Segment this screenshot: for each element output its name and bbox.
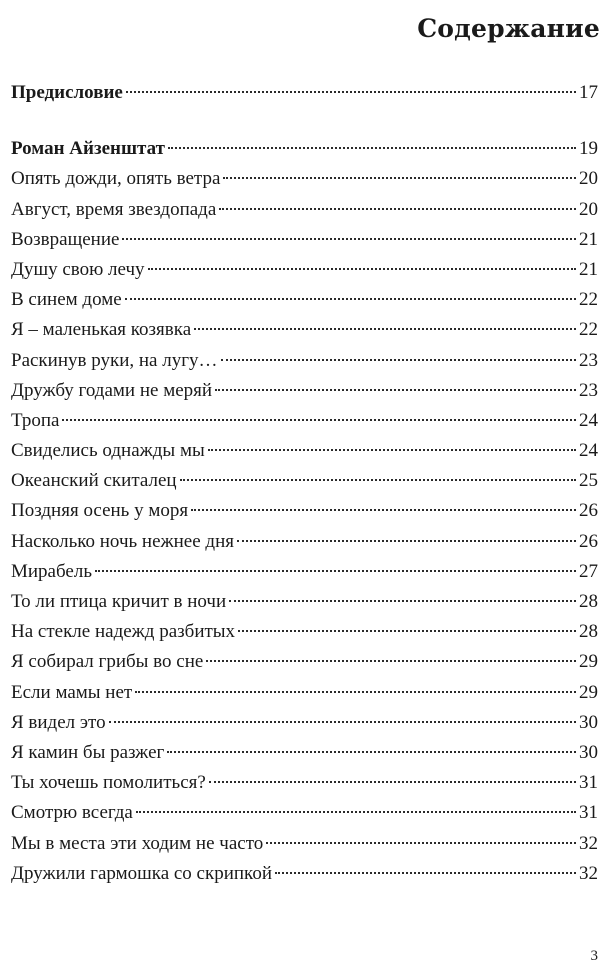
toc-entry-title: В синем доме (11, 289, 122, 311)
dot-leader (126, 91, 576, 93)
dot-leader (194, 328, 576, 330)
toc-entry (11, 738, 598, 768)
toc-entry-page: 24 (579, 440, 598, 462)
dot-leader (168, 147, 576, 149)
toc-entry (11, 195, 598, 225)
dot-leader (95, 570, 576, 572)
dot-leader (215, 389, 576, 391)
toc-entry (11, 346, 598, 376)
toc-entry-title: Раскинув руки, на лугу… (11, 349, 218, 371)
toc-entry-page: 32 (579, 862, 598, 884)
toc-entry-title: Дружбу годами не меряй (11, 379, 213, 401)
toc-entry-page: 26 (579, 530, 598, 552)
toc-entry-page: 22 (579, 289, 598, 311)
dot-leader (238, 630, 576, 632)
toc-entry-page: 20 (579, 198, 598, 220)
toc-entry-page: 30 (579, 711, 598, 733)
toc-entry-page: 32 (579, 832, 598, 854)
page-number: 3 (590, 948, 598, 964)
toc-entry-page: 21 (579, 258, 598, 280)
dot-leader (125, 298, 576, 300)
toc-entry-page: 27 (579, 560, 598, 582)
toc-entry-page: 31 (579, 772, 598, 794)
dot-leader (62, 419, 576, 421)
toc-entry-page: 30 (579, 741, 598, 763)
page-title: Содержание (417, 14, 600, 43)
dot-leader (206, 660, 576, 662)
toc-entry-title: Я собирал грибы во сне (11, 651, 204, 673)
toc-entry-title: Опять дожди, опять ветра (11, 168, 221, 190)
dot-leader (223, 177, 576, 179)
toc-entry (11, 587, 598, 617)
toc-entry-title: Океанский скиталец (11, 470, 177, 492)
toc-entry (11, 768, 598, 798)
dot-leader (266, 842, 576, 844)
toc-entry-page: 24 (579, 409, 598, 431)
toc-entry (11, 798, 598, 828)
toc-entry-page: 26 (579, 500, 598, 522)
toc-entry-title: Насколько ночь нежнее дня (11, 530, 234, 552)
toc-entry (11, 678, 598, 708)
toc-entry-page: 25 (579, 470, 598, 492)
dot-leader (221, 359, 577, 361)
toc-entry-title: Роман Айзенштат (11, 138, 165, 160)
toc-entry (11, 436, 598, 466)
toc-entry-title: Ты хочешь помолиться? (11, 772, 206, 794)
toc-entry-page: 28 (579, 621, 598, 643)
toc-entry (11, 315, 598, 345)
toc-entry-title: То ли птица кричит в ночи (11, 591, 227, 612)
dot-leader (136, 811, 576, 813)
toc-entry-page: 20 (579, 168, 598, 190)
dot-leader (109, 721, 576, 723)
dot-leader (148, 268, 576, 270)
toc-entry-title: Предисловие (11, 82, 123, 103)
toc-entry-title: Я – маленькая козявка (11, 319, 192, 341)
toc-entry-page: 23 (579, 379, 598, 401)
toc-entry (11, 617, 598, 647)
dot-leader (237, 540, 576, 542)
toc-entry (11, 164, 598, 194)
toc-entry-page: 31 (579, 802, 598, 824)
toc-entry-page: 17 (579, 82, 598, 103)
toc-entry (11, 859, 598, 889)
toc-entry (11, 406, 598, 436)
toc-entry (11, 255, 598, 285)
toc-entry (11, 496, 598, 526)
dot-leader (219, 208, 576, 210)
toc-entry (11, 829, 598, 859)
toc-entry-title: На стекле надежд разбитых (11, 621, 236, 643)
toc-entry-title: Смотрю всегда (11, 802, 133, 824)
dot-leader (208, 449, 576, 451)
dot-leader (229, 600, 576, 602)
toc-entry-title: Тропа (11, 409, 60, 431)
toc-entry-page: 29 (579, 681, 598, 703)
toc-entry-page: 28 (579, 591, 598, 612)
toc-entry-title: Мы в места эти ходим не часто (11, 832, 264, 854)
dot-leader (122, 238, 576, 240)
toc-entry (11, 285, 598, 315)
toc-entry (11, 647, 598, 677)
dot-leader (209, 781, 576, 783)
toc-entry-title: Поздняя осень у моря (11, 500, 189, 522)
toc-entry (11, 134, 598, 164)
toc-entry (11, 466, 598, 496)
toc-entry-page: 19 (579, 138, 598, 160)
toc-entry-title: Дружили гармошка со скрипкой (11, 862, 272, 884)
dot-leader (275, 872, 576, 874)
toc-entry-title: Душу свою лечу (11, 258, 145, 280)
toc-entry-title: Возвращение (11, 228, 120, 250)
dot-leader (180, 479, 576, 481)
toc-entry (11, 225, 598, 255)
toc-entry-page: 29 (579, 651, 598, 673)
toc-entry-title: Я видел это (11, 711, 106, 733)
dot-leader (191, 509, 576, 511)
toc-entry-title: Я камин бы разжег (11, 741, 165, 763)
toc-entry (11, 376, 598, 406)
toc-entry-title: Мирабель (11, 560, 92, 582)
toc-entry-page: 21 (579, 228, 598, 250)
toc-entry-page: 23 (579, 349, 598, 371)
dot-leader (135, 691, 576, 693)
toc-entry-page: 22 (579, 319, 598, 341)
toc-entry-title: Август, время звездопада (11, 198, 217, 220)
toc-entry (11, 557, 598, 587)
toc-entry-title: Если мамы нет (11, 681, 133, 703)
toc-entry-title: Свиделись однажды мы (11, 440, 205, 462)
toc-entry (11, 527, 598, 557)
toc-entry (11, 708, 598, 738)
toc-entry (11, 78, 598, 108)
table-of-contents (11, 78, 598, 889)
dot-leader (167, 751, 576, 753)
